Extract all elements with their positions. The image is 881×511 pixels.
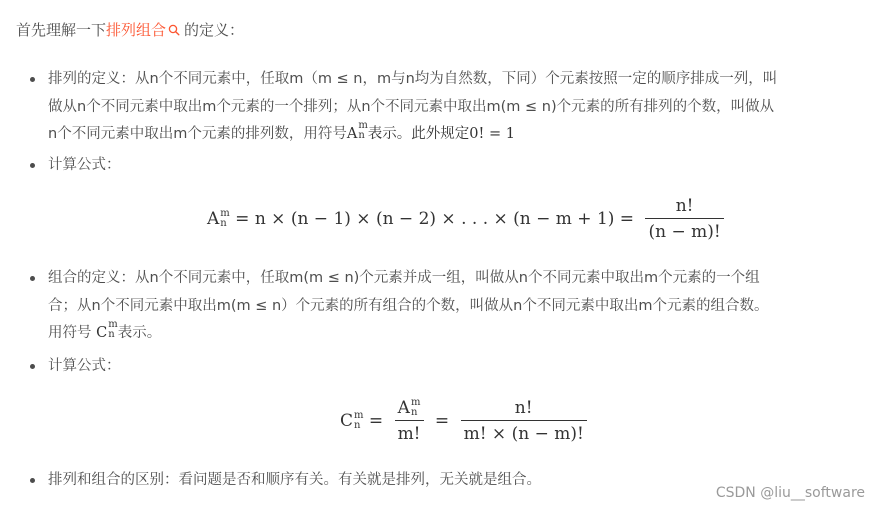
formula-equals: = <box>429 411 455 431</box>
formula-fraction <box>645 196 723 242</box>
formula-product: = n × (n − 1) × (n − 2) × . . . × (n − m + 1) = <box>229 209 640 229</box>
combination-formula <box>340 398 593 444</box>
search-icon[interactable] <box>168 24 180 36</box>
intro-suffix: 的定义： <box>184 21 245 39</box>
list-item-permutation-definition <box>48 66 863 149</box>
formula-equals: = <box>363 411 389 431</box>
watermark: CSDN @liu__software <box>715 485 865 501</box>
fraction-numerator: n! <box>514 398 533 418</box>
formula-fraction-1 <box>395 398 424 444</box>
permutation-def-line2: 做从n个不同元素中取出m个元素的一个排列；从n个不同元素中取出m(m ≤ n)个元素的所有排列的个数，叫做从 <box>48 98 775 115</box>
combination-def-line2: 合；从n个不同元素中取出m(m ≤ n）个元素的所有组合的个数，叫做从n个不同元素中取出m个元素的组合数。 <box>48 297 769 314</box>
fraction-numerator: n! <box>675 196 694 216</box>
combination-def-line1: 组合的定义：从n个不同元素中，任取m(m ≤ n)个元素并成一组，叫做从n个不同元素中取出m个元素的一个组 <box>48 270 760 286</box>
formula-symbol-c: C m n <box>340 410 364 431</box>
list-item-combination-definition <box>48 265 863 348</box>
permutation-def-line1: 排列的定义：从n个不同元素中，任取m（m ≤ n，m与n均为自然数，下同）个元素按照一定的顺序排成一列，叫 <box>48 71 778 87</box>
formula-label: 计算公式： <box>48 358 121 374</box>
keyword-link[interactable]: 排列组合 <box>106 21 167 39</box>
permutation-formula <box>207 196 730 242</box>
permutation-def-line3: n个不同元素中取出m个元素的排列数，用符号 <box>48 126 347 142</box>
intro-prefix: 首先理解一下 <box>16 21 107 39</box>
formula-fraction-2 <box>461 398 587 444</box>
fraction-denominator: m! × (n − m)! <box>461 420 587 444</box>
intro-line <box>16 19 244 41</box>
combination-def-line3-end: 表示。 <box>117 325 162 341</box>
fraction-denominator: (n − m)! <box>645 218 723 242</box>
list-item-permutation-formula-label <box>48 152 863 180</box>
permutation-symbol: A m n <box>346 120 368 142</box>
fraction-denominator: m! <box>395 420 424 444</box>
permutation-def-line3-end: 表示。此外规定0! = 1 <box>367 126 515 142</box>
combination-def-line3: 用符号 <box>48 325 97 341</box>
formula-symbol-a: A m n <box>207 208 230 229</box>
difference-text: 排列和组合的区别：看问题是否和顺序有关。有关就是排列，无关就是组合。 <box>48 472 541 488</box>
fraction-numerator-a: A m n <box>397 397 421 418</box>
formula-label: 计算公式： <box>48 157 121 173</box>
combination-symbol: C m n <box>96 319 118 341</box>
list-item-combination-formula-label <box>48 353 863 381</box>
